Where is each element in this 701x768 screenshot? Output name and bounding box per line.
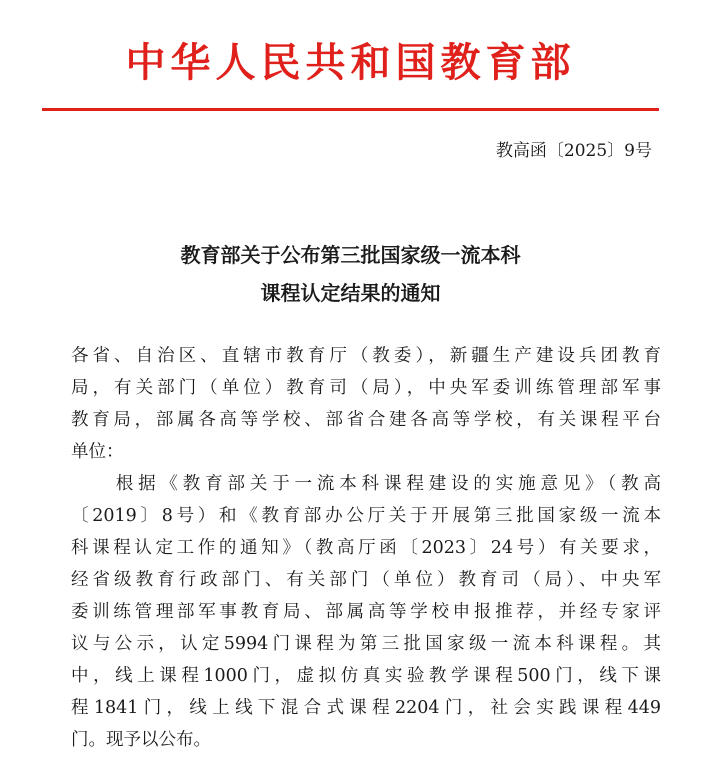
red-divider-line — [42, 108, 659, 111]
body-line: 议与公示，认定5994门课程为第三批国家级一流本科课程。其 — [71, 634, 661, 654]
body-line: 中，线上课程1000门，虚拟仿真实验教学课程500门，线下课 — [71, 666, 661, 686]
main-paragraph — [71, 468, 661, 756]
body-line: 教育局，部属各高等学校、部省合建各高等学校，有关课程平台 — [71, 410, 661, 430]
document-number: 教高函〔2025〕9号 — [495, 141, 652, 161]
body-line: 门。现予以公布。 — [71, 730, 211, 750]
body-line: 程1841门，线上线下混合式课程2204门，社会实践课程449 — [71, 698, 661, 718]
body-line: 单位： — [71, 442, 124, 462]
title-line: 教育部关于公布第三批国家级一流本科 — [180, 243, 521, 267]
body-line: 科课程认定工作的通知》（教高厅函〔2023〕24号）有关要求， — [71, 538, 661, 558]
recipients-paragraph — [71, 340, 661, 468]
ministry-masthead: 中华人民共和国教育部 — [125, 40, 576, 86]
body-line: 各省、自治区、直辖市教育厅（教委），新疆生产建设兵团教育 — [71, 346, 661, 366]
body-line: 经省级教育行政部门、有关部门（单位）教育司（局）、中央军 — [71, 570, 661, 590]
notice-title — [0, 236, 701, 312]
body-line: 局，有关部门（单位）教育司（局），中央军委训练管理部军事 — [71, 378, 661, 398]
body-line: 根据《教育部关于一流本科课程建设的实施意见》（教高 — [71, 474, 661, 494]
notice-body — [71, 340, 661, 756]
body-line: 〔2019〕8号）和《教育部办公厅关于开展第三批国家级一流本 — [71, 506, 661, 526]
title-line: 课程认定结果的通知 — [260, 281, 441, 305]
body-line: 委训练管理部军事教育局、部属高等学校申报推荐，并经专家评 — [71, 602, 661, 622]
